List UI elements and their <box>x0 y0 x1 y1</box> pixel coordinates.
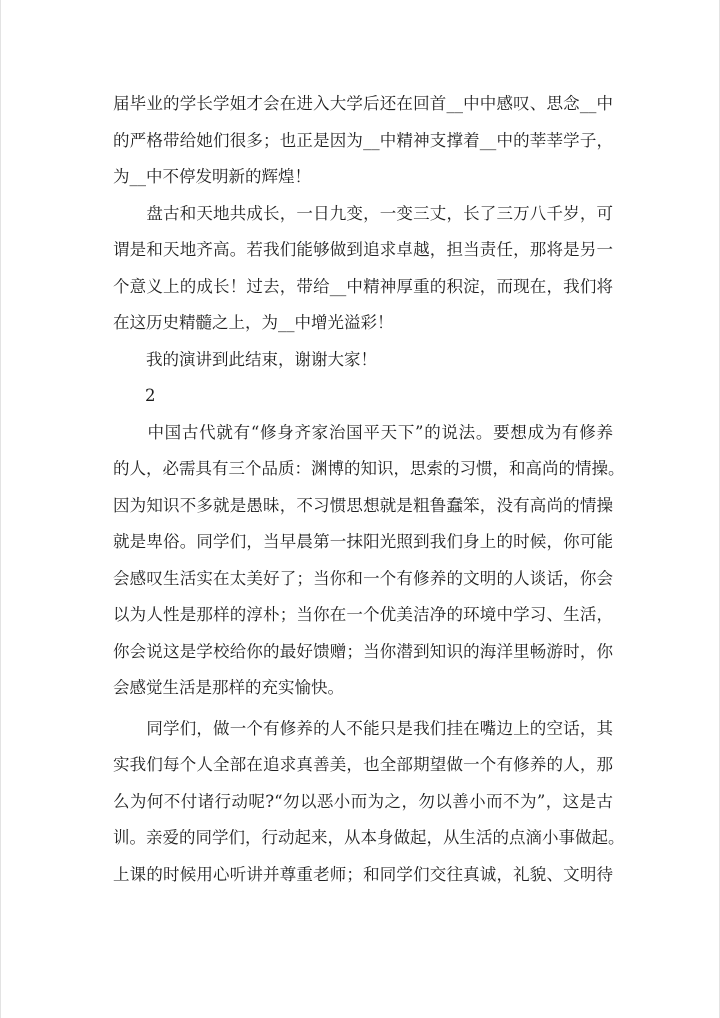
paragraph-2 <box>113 196 613 342</box>
text-line: 的严格带给她们很多；也正是因为__中精神支撑着__中的莘莘学子， <box>113 130 613 150</box>
text-line: 谓是和天地齐高。若我们能够做到追求卓越，担当责任，那将是另一 <box>113 240 613 259</box>
text-line: 盘古和天地共成长，一日九变，一变三丈，长了三万八千岁，可 <box>113 203 613 223</box>
text-line: 中国古代就有“修身齐家治国平天下”的说法。要想成为有修养 <box>113 422 613 442</box>
paragraph-3 <box>113 342 613 379</box>
text-line: 在这历史精髓之上，为__中增光溢彩！ <box>113 313 394 332</box>
paragraph-4 <box>113 415 625 707</box>
text-line: 因为知识不多就是愚昧，不习惯思想就是粗鲁蠢笨，没有高尚的情操 <box>113 495 613 515</box>
paragraph-1 <box>113 86 613 196</box>
paragraph-5 <box>113 711 625 894</box>
text-line: 上课的时候用心听讲并尊重老师；和同学们交往真诚，礼貌、文明待 <box>113 864 613 884</box>
text-line: 么为何不付诸行动呢?“勿以恶小而为之，勿以善小而不为”，这是古 <box>113 791 613 811</box>
text-line: 个意义上的成长！过去，带给__中精神厚重的积淀，而现在，我们将 <box>113 276 613 296</box>
text-line: 你会说这是学校给你的最好馈赠；当你潜到知识的海洋里畅游时，你 <box>113 641 613 661</box>
text-line: 训。亲爱的同学们，行动起来，从本身做起，从生活的点滴小事做起。 <box>113 828 625 847</box>
document-body <box>113 86 625 893</box>
text-line: 为__中不停发明新的辉煌！ <box>113 167 311 186</box>
section-number: 2 <box>145 386 156 405</box>
text-line: 届毕业的学长学姐才会在进入大学后还在回首__中中感叹、思念__中 <box>113 94 613 113</box>
text-line: 以为人性是那样的淳朴；当你在一个优美洁净的环境中学习、生活， <box>113 605 613 624</box>
text-line: 会感觉生活是那样的充实愉快。 <box>113 678 344 697</box>
text-line: 会感叹生活实在太美好了；当你和一个有修养的文明的人谈话，你会 <box>113 568 613 588</box>
text-line: 同学们，做一个有修养的人不能只是我们挂在嘴边上的空话，其 <box>113 718 613 738</box>
text-line: 我的演讲到此结束，谢谢大家！ <box>113 349 377 369</box>
text-line: 实我们每个人全部在追求真善美，也全部期望做一个有修养的人，那 <box>113 755 613 774</box>
text-line: 就是卑俗。同学们，当早晨第一抹阳光照到我们身上的时候，你可能 <box>113 532 613 551</box>
text-line: 的人，必需具有三个品质：渊博的知识，思索的习惯，和高尚的情操。 <box>113 459 625 478</box>
